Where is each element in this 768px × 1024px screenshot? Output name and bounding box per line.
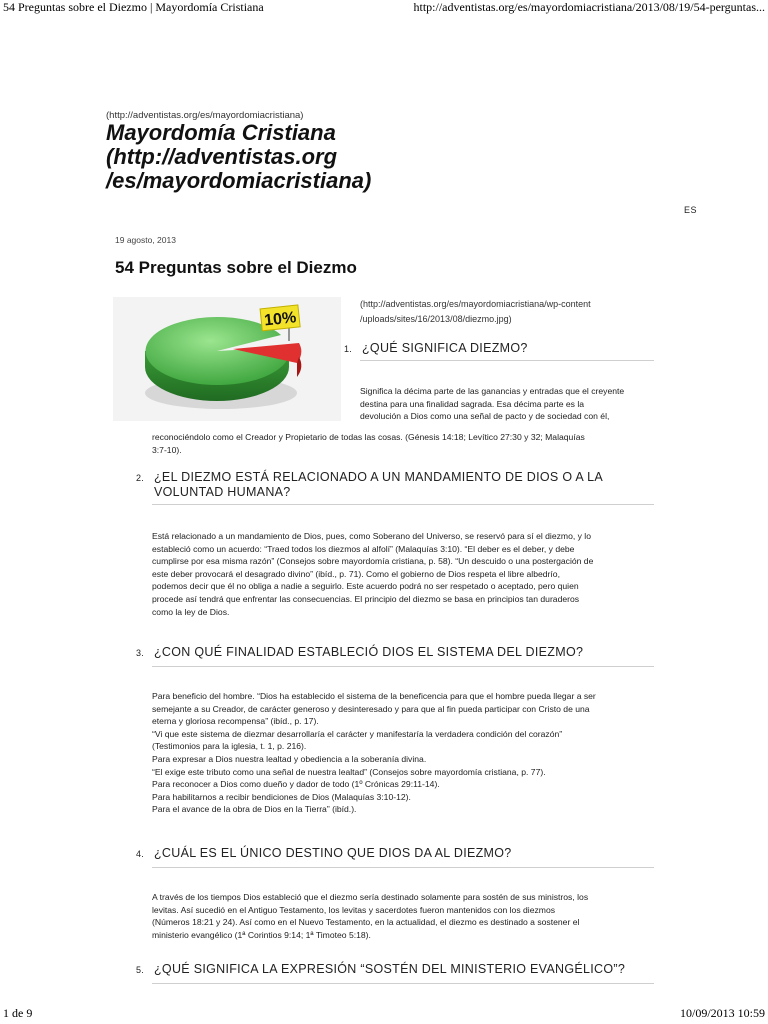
question-3-heading [136,645,654,661]
print-header-url: http://adventistas.org/es/mayordomiacristiana/2013/08/19/54-perguntas... [413,0,765,14]
question-number: 3. [136,648,145,658]
answer-line: semejante a su Creador, de carácter generoso y desinteresado y para que al fin pueda participar con Cristo de una [152,703,590,714]
print-header-title: 54 Preguntas sobre el Diezmo | Mayordomía Cristiana [3,0,264,14]
answer-line: “Vi que este sistema de diezmar desarrollaría el carácter y manifestaría la verdadera condición del corazón” [152,728,563,739]
question-text [154,470,654,500]
site-title-line-3: /es/mayordomiacristiana) [106,168,372,193]
print-header [0,0,768,16]
answer-line: cumplirse por esa misma razón” (Consejos sobre mayordomía cristiana, p. 58). “Un descuido o una postergación de [152,556,594,567]
answer-line: como la ley de Dios. [152,606,230,617]
question-2-heading [136,470,654,502]
answer-line: (Testimonios para la iglesia, t. 1, p. 216). [152,741,307,752]
site-url-link[interactable]: (http://adventistas.org/es/mayordomiacristiana) [106,110,304,121]
answer-line: levitas. Así sucedió en el Antiguo Testamento, los levitas y sacerdotes fueron mantenidos con los diezmos [152,904,556,915]
image-source-line-2: /uploads/sites/16/2013/08/diezmo.jpg) [360,314,512,324]
question-number: 5. [136,965,145,975]
answer-line: ministerio evangélico (1ª Corintios 9:14; 1ª Timoteo 5:18). [152,929,371,940]
answer-line: A través de los tiempos Dios estableció que el diezmo sería destinado solamente para sostén de sus ministros, los [152,892,589,902]
question-text: ¿QUÉ SIGNIFICA DIEZMO? [362,341,528,355]
post-date: 19 agosto, 2013 [115,235,176,245]
question-number: 4. [136,849,145,859]
question-text-line-1: ¿EL DIEZMO ESTÁ RELACIONADO A UN MANDAMIENTO DE DIOS O A LA [154,470,604,484]
answer-3-paragraph [152,690,652,816]
answer-line: Para reconocer a Dios como dueño y dador de todo (1º Crónicas 29:11-14). [152,779,440,790]
image-source-line-1: (http://adventistas.org/es/mayordomiacristiana/wp-content [360,299,591,309]
site-title-line-1: Mayordomía Cristiana [106,120,336,145]
percent-label: 10% [263,309,298,330]
language-selector[interactable]: ES [684,205,698,215]
site-title-link[interactable] [106,121,406,193]
divider [152,666,654,667]
site-title-line-2: (http://adventistas.org [106,144,338,169]
question-text: ¿QUÉ SIGNIFICA LA EXPRESIÓN “SOSTÉN DEL MINISTERIO EVANGÉLICO”? [154,962,626,976]
tithe-pie-image[interactable] [113,297,341,421]
question-1-heading [344,341,654,357]
question-5-heading [136,962,654,978]
percent-flag [260,305,300,331]
answer-line: estableció como un acuerdo: “Traed todos los diezmos al alfolí” (Malaquías 3:10). “El deber es el deber, y debe [152,543,575,554]
divider [152,504,654,505]
question-text: ¿CON QUÉ FINALIDAD ESTABLECIÓ DIOS EL SISTEMA DEL DIEZMO? [154,645,584,659]
answer-line: reconociéndolo como el Creador y Propietario de todas las cosas. (Génesis 14:18; Levítico 27:30 y 32; Malaquías [152,432,585,442]
answer-4-paragraph [152,891,652,941]
answer-line: este deber provocará el desagrado divino” (ibíd., p. 71). Como el gobierno de Dios respeta el libre albedrío, [152,568,560,579]
answer-line: Para habilitarnos a recibir bendiciones de Dios (Malaquías 3:10-12). [152,791,411,802]
answer-line: Para beneficio del hombre. “Dios ha establecido el sistema de la beneficencia para que el hombre pueda llegar a ser [152,691,596,701]
answer-line: Significa la décima parte de las ganancias y entradas que el creyente [360,386,625,396]
question-number: 2. [136,473,145,483]
print-footer [0,1006,768,1022]
answer-1-paragraph-top [360,385,660,423]
answer-line: (Números 18:21 y 24). Así como en el Nuevo Testamento, en la actualidad, el diezmo es destinado a sostener el [152,917,580,928]
answer-line: podemos decir que él no obliga a nadie a seguirlo. Este acuerdo podrá no ser respetado o aceptado, pero quien [152,581,579,592]
divider [360,360,654,361]
question-text: ¿CUÁL ES EL ÚNICO DESTINO QUE DIOS DA AL DIEZMO? [154,846,512,860]
answer-line: Para el avance de la obra de Dios en la Tierra” (ibíd.). [152,804,357,815]
print-footer-page: 1 de 9 [3,1006,33,1020]
answer-line: destina para una finalidad sagrada. Esa décima parte es la [360,398,585,409]
divider [152,867,654,868]
divider [152,983,654,984]
image-source-link[interactable] [360,297,650,327]
answer-2-paragraph [152,530,652,618]
answer-line: procede así tendrá que enfrentar las consecuencias. El principio del diezmo se basa en principios tan duraderos [152,593,580,604]
answer-line: Para expresar a Dios nuestra lealtad y obediencia a la soberanía divina. [152,753,427,764]
answer-1-paragraph-bottom [152,431,652,456]
print-footer-datetime: 10/09/2013 10:59 [679,1006,765,1020]
question-number: 1. [344,344,353,354]
answer-line: “El exige este tributo como una señal de nuestra lealtad” (Consejos sobre mayordomía cristiana, p. 77). [152,766,546,777]
answer-line: devolución a Dios como una señal de pacto y de sociedad con él, [360,411,610,422]
question-text-line-2: VOLUNTAD HUMANA? [154,485,291,499]
answer-line: Está relacionado a un mandamiento de Dios, pues, como Soberano del Universo, se reservó para sí el diezmo, y lo [152,531,591,541]
question-4-heading [136,846,654,862]
pie-illustration [113,297,341,421]
answer-line: eterna y gloriosa recompensa” (ibíd., p. 17). [152,716,319,727]
answer-line: 3:7-10). [152,444,182,455]
post-title: 54 Preguntas sobre el Diezmo [115,258,357,277]
